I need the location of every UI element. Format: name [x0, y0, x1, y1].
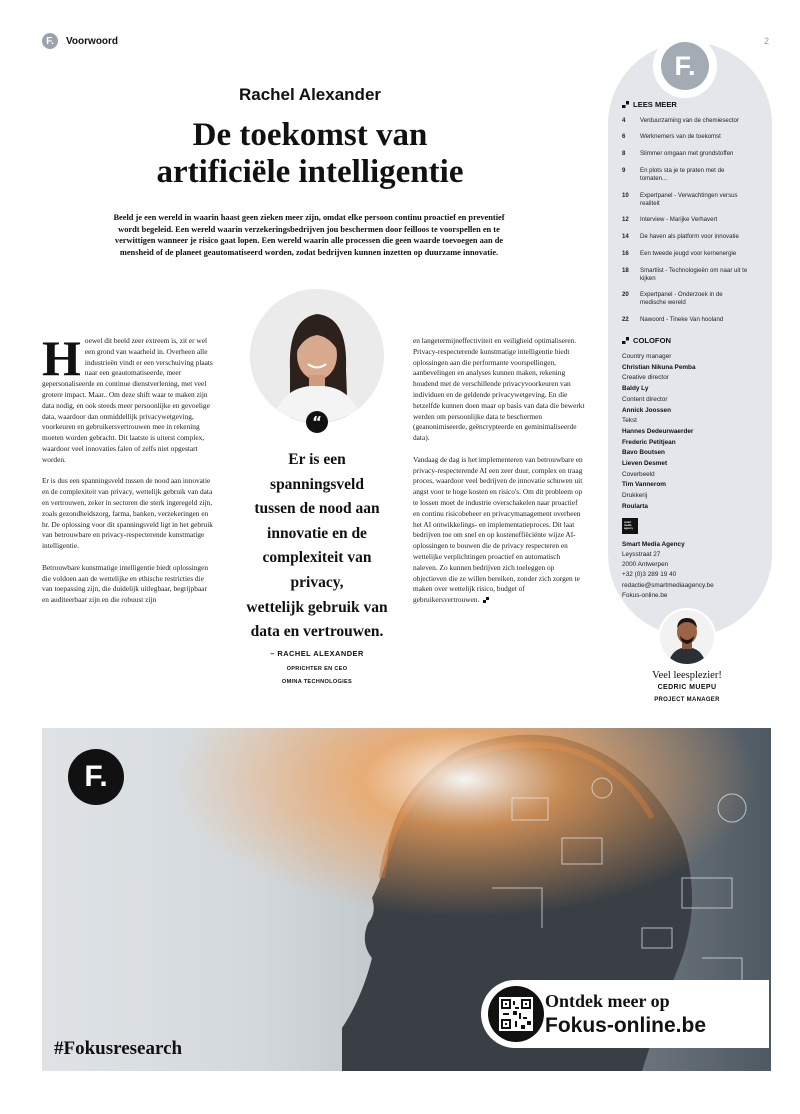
cta-link[interactable]: Fokus-online.be [545, 1014, 707, 1037]
dropcap: H [42, 330, 81, 386]
colofon-name: Hannes Dedeurwaerder [622, 427, 694, 435]
colofon [622, 352, 762, 601]
colofon-name: Annick Joossen [622, 406, 672, 414]
quote-icon: “ [306, 411, 328, 433]
toc-item[interactable] [622, 192, 752, 208]
toc-item[interactable] [622, 233, 772, 241]
agency-logo-word: media [624, 523, 632, 527]
article-paragraph [413, 455, 586, 606]
article-paragraph-text: Vandaag de dag is het implementeren van betrouwbare en privacy-respecterende AI een zeer duur, complex en traag proces, waardoor veel bedrijven de innovatie schuwen uit angst voor te hoge kosten en risico's. Om dit probleem op te lossen moet de industrie overschakelen naar proactief en continu risicobeheer en privacymanagement overheen het AI ontwikkelings- en implementatieproces. Dit laat bedrijven toe om snel en op kosteneffiëciënte wijze AI-oplossingen te bouwen die de privacy respecteren en wettelijke verplichtingen proactief en automatisch naleven. Zo kunnen bedrijven zich toeleggen op objectieven die ze willen bereiken, zonder zich zorgen te maken over wettelijk risico, budget of gebruikersvertrouwen. [413, 454, 583, 605]
agency-name: Smart Media Agency [622, 540, 685, 548]
project-manager-photo-image [660, 610, 714, 664]
quote-role [232, 663, 402, 689]
pm-name: CEDRIC MUEPU [657, 684, 717, 691]
toc-page: 8 [622, 150, 626, 157]
agency-website[interactable]: Fokus-online.be [622, 592, 668, 600]
toc-item[interactable] [622, 291, 750, 307]
pullquote-line: tussen de nood aan [254, 500, 380, 518]
colofon-name: Frederic Petitjean [622, 438, 676, 446]
qr-code-pattern [499, 997, 533, 1031]
banner-hashtag: #Fokusresearch [54, 1038, 183, 1059]
article-lead: Beeld je een wereld in waarin haast geen zieken meer zijn, omdat elke persoon continu proactief en preventief wordt begeleid. Een wereld waarin verzekeringsbedrijven jou beschermen door feilloos te voorspellen en te verwittigen wanneer je risico gaat lopen. Een wereld waarin alle processen die geen waarde toevoegen aan de mensheid of de planeet geautomatiseerd worden, zodat bedrijven kunnen inzetten op duurzame innovatie. [113, 213, 505, 257]
toc-page: 10 [622, 192, 629, 199]
toc-title: De haven als platform voor innovatie [640, 233, 739, 240]
pm-role: PROJECT MANAGER [654, 697, 720, 703]
pullquote [232, 448, 402, 645]
toc-item[interactable] [622, 150, 772, 158]
pullquote-line: Er is een [288, 451, 346, 468]
colofon-name: Tim Vannerom [622, 481, 666, 489]
toc-page: 9 [622, 167, 626, 174]
toc-page: 6 [622, 133, 626, 140]
colofon-heading-label: COLOFON [633, 336, 671, 345]
colofon-name: Roularta [622, 502, 648, 510]
article-paragraph: Er is dus een spanningsveld tussen de nood aan innovatie en de complexiteit van privacy, wettelijk gebruik van data en vertrouwen, zeker in sectoren die sterk ingeregeld zijn, zoals gezondheidszorg, farma, banken, verzekeringen en hr. De oplossing voor dit spanningsveld ligt in het gebruik van betrouwbare en privacy-respecterende kunstmatige intelligentie. [42, 476, 213, 551]
toc-item[interactable] [622, 117, 772, 125]
fokus-logo-icon: F. [661, 42, 709, 90]
toc-title: Interview - Marijke Verhavert [640, 216, 718, 223]
toc-item[interactable] [622, 250, 772, 258]
author-portrait-image [250, 289, 384, 423]
cta-text: Ontdek meer op [545, 991, 670, 1011]
smart-media-agency-logo [622, 518, 638, 534]
article-title-line-1: De toekomst van [192, 117, 428, 153]
quote-author: – RACHEL ALEXANDER [270, 649, 364, 658]
toc-title: Slimmer omgaan met grondstoffen [640, 150, 734, 157]
toc-heading-label: LEES MEER [633, 100, 677, 109]
toc-title: Een tweede jeugd voor kernenergie [640, 250, 737, 257]
section-label: Voorwoord [66, 35, 119, 47]
toc-item[interactable] [622, 216, 772, 224]
article-paragraph: Betrouwbare kunstmatige intelligentie biedt oplossingen die voldoen aan de wettelijke en ethische restricties die van toepassing zijn, die duidelijk uitlegbaar, begrijpbaar en auditeerbaar zijn en die robuust zijn [42, 562, 209, 605]
toc-heading [622, 100, 677, 109]
colofon-role: Content director [622, 395, 668, 403]
section-mark-icon [622, 101, 629, 108]
pullquote-line: data en vertrouwen. [250, 623, 384, 641]
fokus-banner-ad[interactable] [42, 728, 771, 1071]
toc-page: 12 [622, 216, 629, 223]
sidebar-logo-ring [653, 34, 717, 98]
pullquote-line: wettelijk gebruik van [246, 598, 388, 616]
article-paragraph [42, 330, 214, 466]
fokus-logo-icon: F. [42, 33, 58, 49]
toc-item[interactable] [622, 267, 750, 283]
pullquote-line: spanningsveld [270, 475, 364, 493]
colofon-name: Lieven Desmet [622, 460, 668, 468]
agency-logo-word: smart [624, 520, 632, 524]
toc-page: 18 [622, 267, 629, 274]
colofon-heading [622, 336, 671, 345]
toc-page: 14 [622, 233, 629, 240]
toc-title: Verduurzaming van de chemiesector [640, 117, 739, 124]
article-column-right [413, 336, 586, 617]
toc-title: Werknemers van de toekomst [640, 133, 721, 140]
colofon-role: Tekst [622, 417, 637, 425]
toc-title: Expertpanel - Verwachtingen versus realiteit [640, 192, 738, 208]
colofon-role: Country manager [622, 353, 672, 360]
pullquote-line: complexiteit van [262, 549, 372, 567]
agency-city: 2000 Antwerpen [622, 561, 669, 569]
toc-page: 16 [622, 250, 629, 257]
agency-contact [622, 540, 762, 602]
pullquote-line: innovatie en de [267, 524, 367, 542]
agency-email[interactable]: redactie@smartmediaagency.be [622, 581, 714, 589]
pullquote-line: privacy, [290, 573, 344, 591]
qr-code-icon[interactable] [488, 986, 544, 1042]
article-author: Rachel Alexander [238, 85, 382, 104]
colofon-name: Christian Nikuna Pemba [622, 363, 696, 371]
quote-role-title: OPRICHTER EN CEO [286, 666, 348, 672]
toc-item[interactable] [622, 133, 772, 141]
toc-title: Smartlist - Technologieën om naar uit te kijken [640, 267, 748, 283]
article-paragraph-text: oewel dit beeld zeer extreem is, zit er wel een grond van waarheid in. Overheen alle industrieën vindt er een verschuiving plaats naar een geautomatiseerde, meer gepersonaliseerde en continue dienstverlening, met veel grotere impact. Maar.. Om deze shift waar te maken zijn data nodig, en ook steeds meer persoonlijke en gevoelige data, waardoor dan onmiddellijk privacywetgeving, voorkeuren en gebruikersvertrouwen mee in rekening moeten worden gebracht. Dit laatste is uiterst complex, waardoor veel innovaties falen of zelfs niet opgestart worden. [42, 336, 213, 464]
article-column-left [42, 330, 214, 617]
page-number: 2 [764, 36, 770, 46]
article-title-line-2: artificiële intelligentie [156, 154, 464, 190]
toc-title: En plots sta je te praten met de tomaten... [640, 167, 725, 183]
toc-item[interactable] [622, 316, 772, 324]
toc-item[interactable] [622, 167, 742, 183]
toc-page: 4 [622, 117, 626, 124]
toc-title: Nawoord - Tineke Van hooland [640, 316, 724, 323]
fokus-logo-icon: F. [68, 749, 124, 805]
colofon-name: Bavo Boutsen [622, 449, 665, 457]
toc-page: 22 [622, 316, 629, 323]
project-manager-photo [658, 608, 716, 666]
colofon-role: Coverbeeld [622, 470, 655, 478]
toc-title: Expertpanel - Onderzoek in de medische wereld [640, 291, 723, 307]
colofon-role: Drukkerij [622, 492, 648, 500]
author-portrait [250, 289, 384, 423]
end-mark-icon [483, 597, 489, 603]
pm-greeting: Veel leesplezier! [652, 670, 722, 681]
article-paragraph: en langetermijneffectiviteit en veiligheid optimaliseren. Privacy-respecterende kunstmatige intelligentie biedt oplossingen aan die performante voorspellingen, aanbevelingen en analyses kunnen maken, rekening houdend met de verschillende privacyvoorkeuren van individuen en de geldende privacywetgeving. En die hetzelfde kunnen doen maar op basis van data die bewerkt werden om persoonlijke data te beschermen (geanonimiseerde, geëncrypteerde en geminimaliseerde data). [413, 336, 585, 443]
colofon-name: Baldy Ly [622, 385, 649, 393]
article-title [80, 117, 540, 191]
toc-page: 20 [622, 291, 629, 298]
agency-street: Leysstraat 27 [622, 550, 661, 558]
section-mark-icon [622, 337, 629, 344]
section-tag [42, 33, 118, 49]
quote-role-company: OMINA TECHNOLOGIES [281, 679, 353, 685]
colofon-role: Creative director [622, 374, 669, 382]
agency-logo-word: agency [624, 526, 633, 530]
agency-phone: +32 (0)3 289 19 40 [622, 571, 677, 579]
